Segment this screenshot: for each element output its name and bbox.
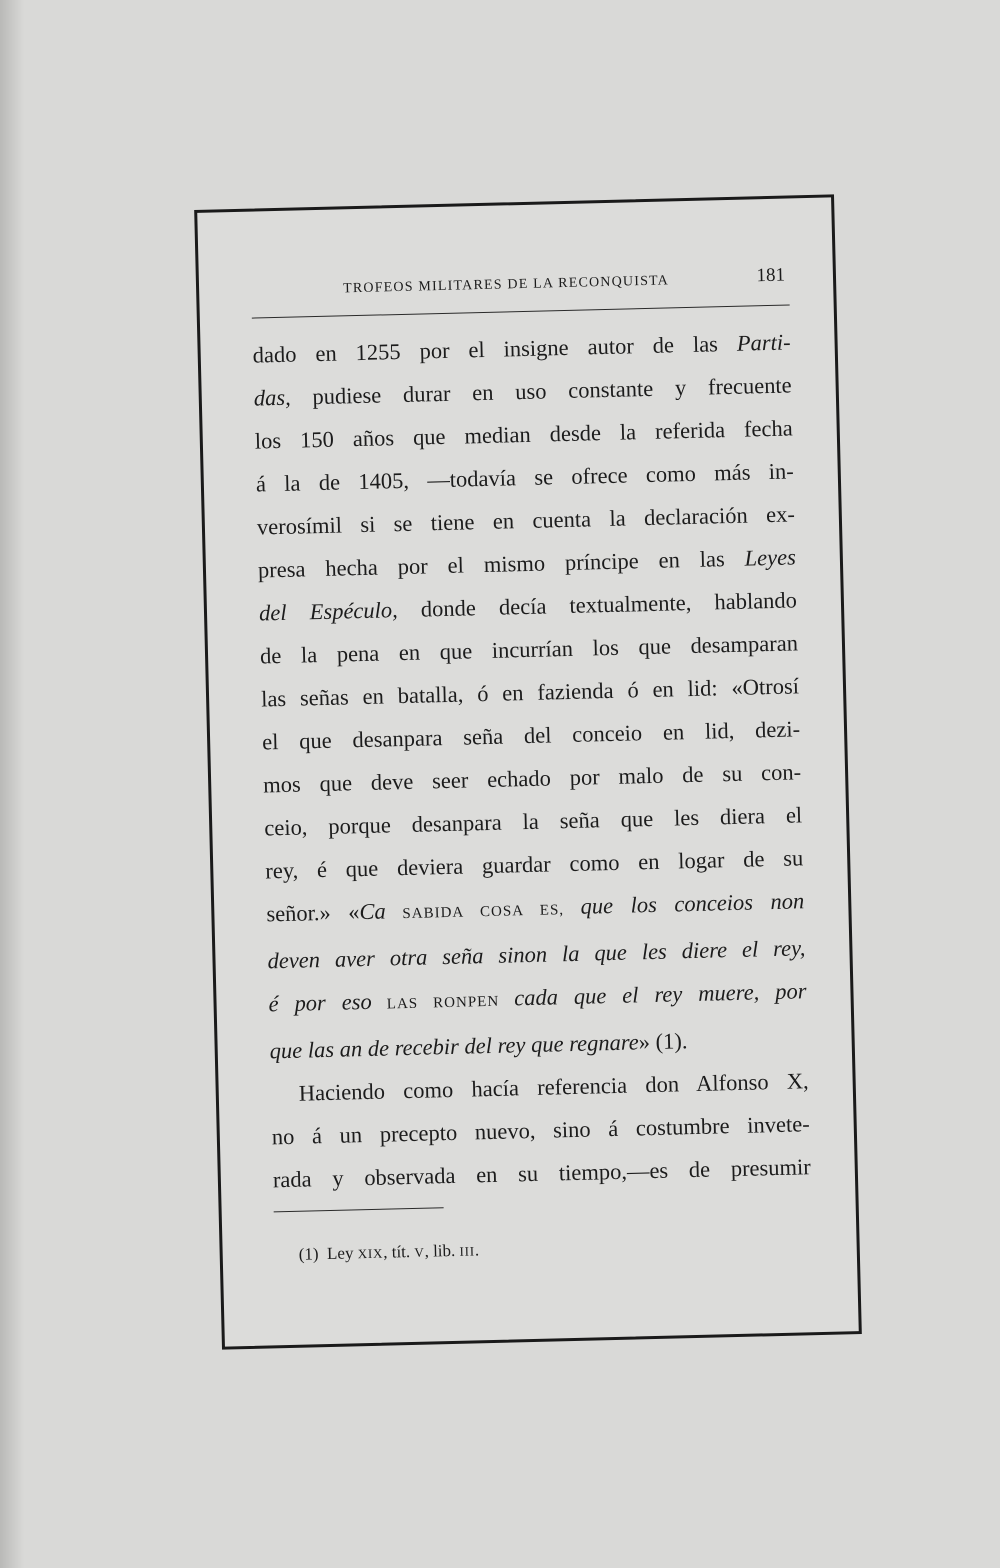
text-line-3: los 150 años que median desde la referida fecha bbox=[254, 415, 793, 454]
italic-run: Parti- bbox=[736, 329, 791, 356]
text-line-9: las señas en batalla, ó en fazienda ó en lid: «Otrosí bbox=[260, 673, 800, 712]
text-line-4: á la de 1405, —todavía se ofrece como más in- bbox=[255, 458, 795, 497]
text-line-20: rada y observada en su tiempo,—es de presumir bbox=[272, 1154, 812, 1193]
footnote-text bbox=[327, 1240, 480, 1263]
text-run: , lib. bbox=[424, 1240, 460, 1261]
text-run: dado en 1255 por el insigne autor de las bbox=[252, 330, 738, 368]
text-run: señor.» « bbox=[266, 899, 360, 927]
body-text bbox=[252, 320, 811, 1201]
page-number: 181 bbox=[756, 264, 786, 287]
small-caps-run: SABIDA COSA ES, bbox=[385, 901, 581, 923]
text-line-18: Haciendo como hacía referencia don Alfonso X, bbox=[298, 1068, 809, 1106]
footnote-marker: (1) bbox=[298, 1244, 319, 1264]
italic-run: que los conceios non bbox=[580, 888, 805, 919]
page-gutter-shadow bbox=[0, 0, 24, 1568]
italic-run: del Espéculo, bbox=[258, 597, 399, 626]
running-head-title: TROFEOS MILITARES DE LA RECONQUISTA bbox=[342, 273, 670, 297]
running-head bbox=[251, 264, 790, 318]
italic-run: cada que el rey muere, por bbox=[513, 978, 807, 1011]
text-run: Ley bbox=[326, 1243, 358, 1264]
text-line-5: verosímil si se tiene en cuenta la declaración ex- bbox=[256, 501, 796, 540]
small-caps-run: III bbox=[459, 1243, 476, 1259]
italic-run: que las an de recebir del rey que regnare bbox=[269, 1029, 639, 1064]
italic-run: das, bbox=[253, 384, 291, 411]
text-line-10: el que desanpara seña del conceio en lid, dezi- bbox=[261, 716, 801, 755]
footnote bbox=[298, 1240, 479, 1264]
text-line-12: ceio, porque desanpara la seña que les diera el bbox=[263, 802, 803, 841]
text-line-8: de la pena en que incurrían los que desamparan bbox=[259, 630, 799, 669]
text-run: presa hecha por el mismo príncipe en las bbox=[257, 545, 745, 583]
text-line-11: mos que deve seer echado por malo de su con- bbox=[262, 759, 802, 798]
text-run: donde decía textualmente, hablando bbox=[397, 587, 798, 623]
small-caps-run: LAS RONPEN bbox=[371, 993, 515, 1013]
italic-run: deven aver otra seña sinon la que les diere el rey, bbox=[267, 935, 806, 974]
small-caps-run: XIX bbox=[357, 1245, 384, 1262]
text-run: , tít. bbox=[382, 1241, 415, 1262]
italic-run: Ca bbox=[359, 898, 387, 925]
italic-run: Leyes bbox=[744, 544, 797, 571]
footnote-divider bbox=[274, 1207, 444, 1212]
text-line-13: rey, é que deviera guardar como en logar de su bbox=[265, 845, 804, 884]
page-frame bbox=[194, 194, 862, 1349]
small-caps-run: V bbox=[414, 1244, 425, 1260]
italic-run: é por eso bbox=[268, 988, 372, 1017]
text-run: » (1). bbox=[638, 1028, 688, 1055]
text-run: pudiese durar en uso constante y frecuente bbox=[290, 372, 792, 410]
text-line-19: no á un precepto nuevo, sino á costumbre invete- bbox=[271, 1111, 810, 1150]
text-run: . bbox=[474, 1240, 480, 1260]
